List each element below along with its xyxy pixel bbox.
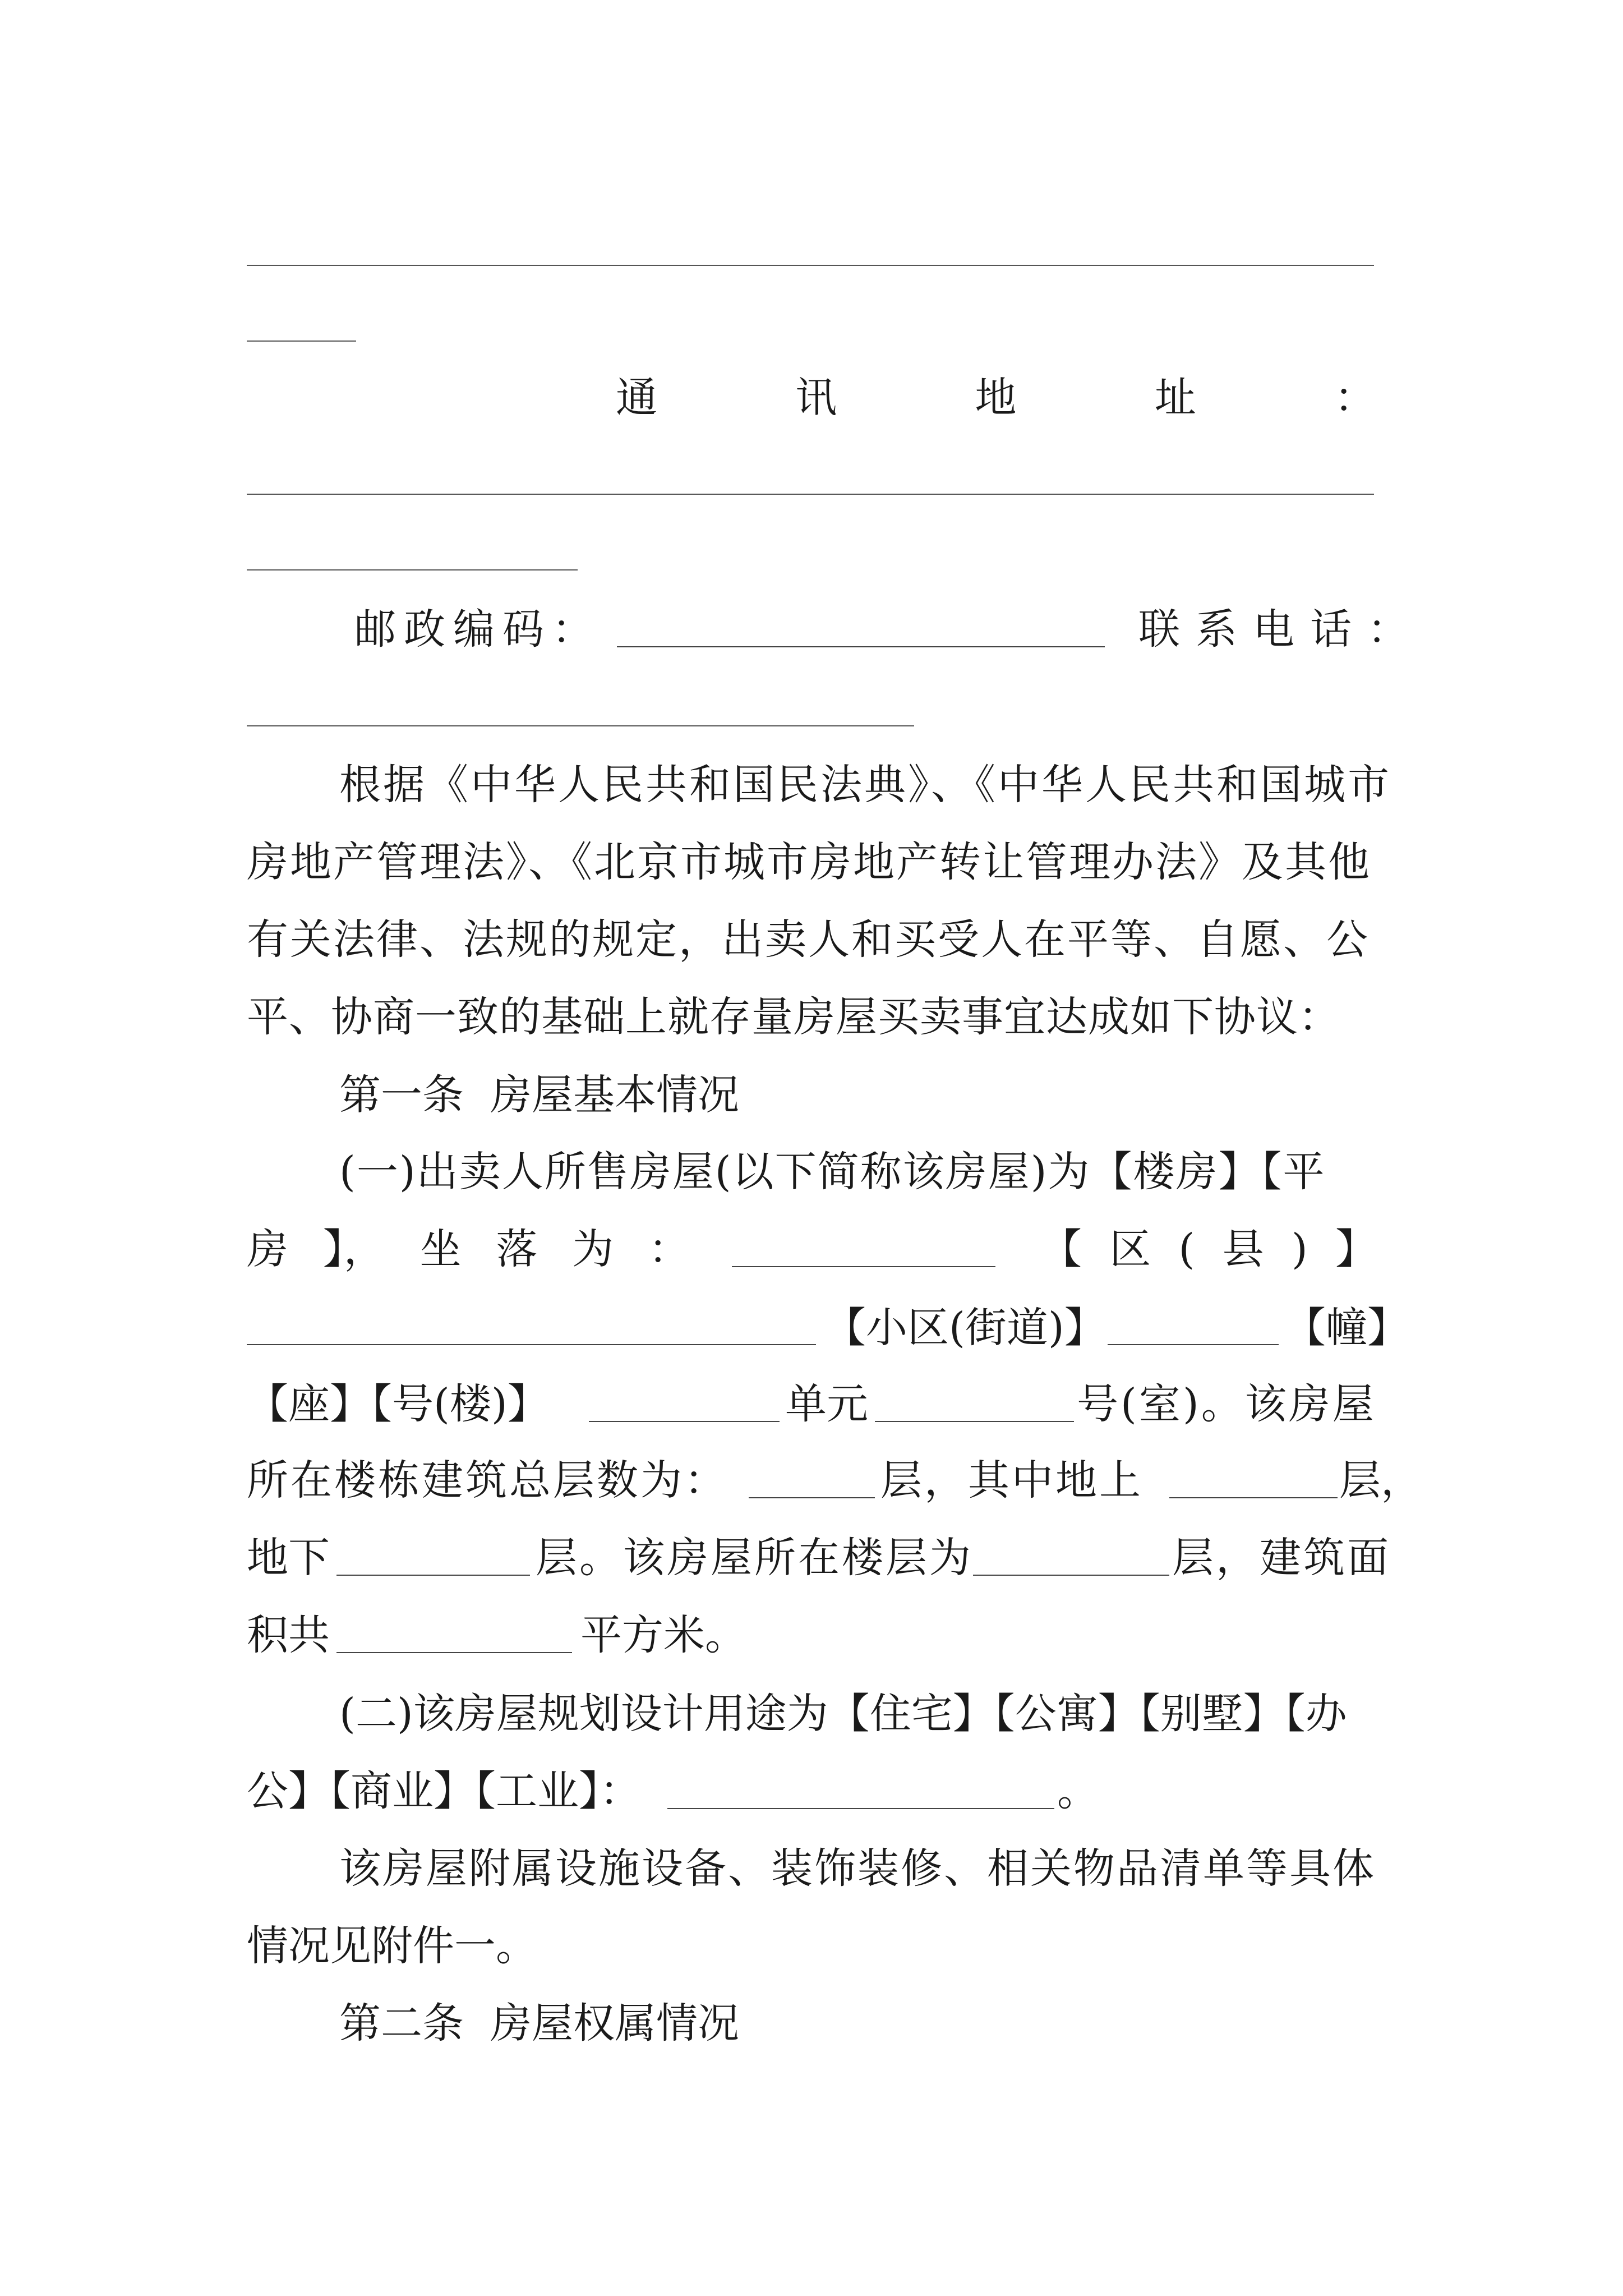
usage-field[interactable] [667,1808,1054,1809]
unit-field[interactable] [589,1421,780,1422]
district-field[interactable] [732,1266,995,1267]
address-line [247,569,578,570]
article-heading: 第二条 房屋权属情况 [339,1999,740,2047]
preamble-line: 房地产管理法》、《北京市城市房地产转让管理办法》及其他 [247,838,1371,886]
article1-p1-line1: (一)出卖人所售房屋(以下简称该房屋)为【楼房】【平 [339,1148,1326,1196]
postcode-label: 邮政编码： [354,605,601,654]
address-line [247,494,1374,495]
phone-line [247,725,914,726]
unit-label: 单元 [785,1380,868,1428]
area-lead: 层，建筑面 [1172,1534,1391,1582]
phone-label: 联系电话： [1138,605,1424,654]
floors-total-label: 所在楼栋建筑总层数为： [247,1456,728,1504]
article1-p2-line1: (二)该房屋规划设计用途为【住宅】【公寓】【别墅】【办 [339,1690,1347,1738]
article1-p3-line1: 该房屋附属设施设备、装饰装修、相关物品清单等具体 [339,1844,1376,1893]
address-label: 通 讯 地 址 ： [616,374,1376,422]
street-field[interactable] [247,1344,816,1345]
room-label: 号(室)。该房屋 [1077,1380,1376,1428]
floors-above-unit: 层， [1339,1456,1422,1504]
district-label: 【 区 ( 县 ) 】 [1040,1225,1377,1273]
floor-located-field[interactable] [973,1575,1169,1576]
floor-located-label: 层。该房屋所在楼层为 [536,1534,973,1582]
article1-p2-line2: 公】【商业】【工业】： [247,1767,641,1815]
article1-p2-end: 。 [1057,1767,1099,1815]
preamble-line: 根据《中华人民共和国民法典》、《中华人民共和国城市 [339,761,1391,809]
community-label: 【小区(街道)】 [824,1304,1106,1352]
blank-line [247,265,1374,266]
underground-field[interactable] [336,1575,530,1576]
preamble-line: 平、协商一致的基础上就存量房屋买卖事宜达成如下协议： [247,993,1340,1041]
blank-line [247,341,356,342]
seat-label: 【座】【号(楼)】 [247,1380,549,1428]
underground-label: 地下 [247,1534,330,1582]
area-field[interactable] [336,1652,572,1653]
article-heading: 第一条 房屋基本情况 [339,1071,740,1119]
floors-above-label: 层，其中地上 [880,1456,1143,1504]
floors-total-field[interactable] [749,1497,875,1498]
postcode-field[interactable] [617,646,1105,647]
location-lead: 房 】， 坐 落 为 ： [247,1225,690,1273]
room-field[interactable] [875,1421,1074,1422]
area-unit: 平方米。 [580,1611,746,1659]
building-label: 【幢】 [1284,1304,1409,1352]
article1-p3-line2: 情况见附件一。 [247,1922,537,1970]
floors-above-field[interactable] [1169,1497,1338,1498]
area-label: 积共 [247,1611,330,1659]
preamble-line: 有关法律、法规的规定，出卖人和买受人在平等、自愿、公 [247,915,1370,964]
building-field[interactable] [1108,1344,1279,1345]
